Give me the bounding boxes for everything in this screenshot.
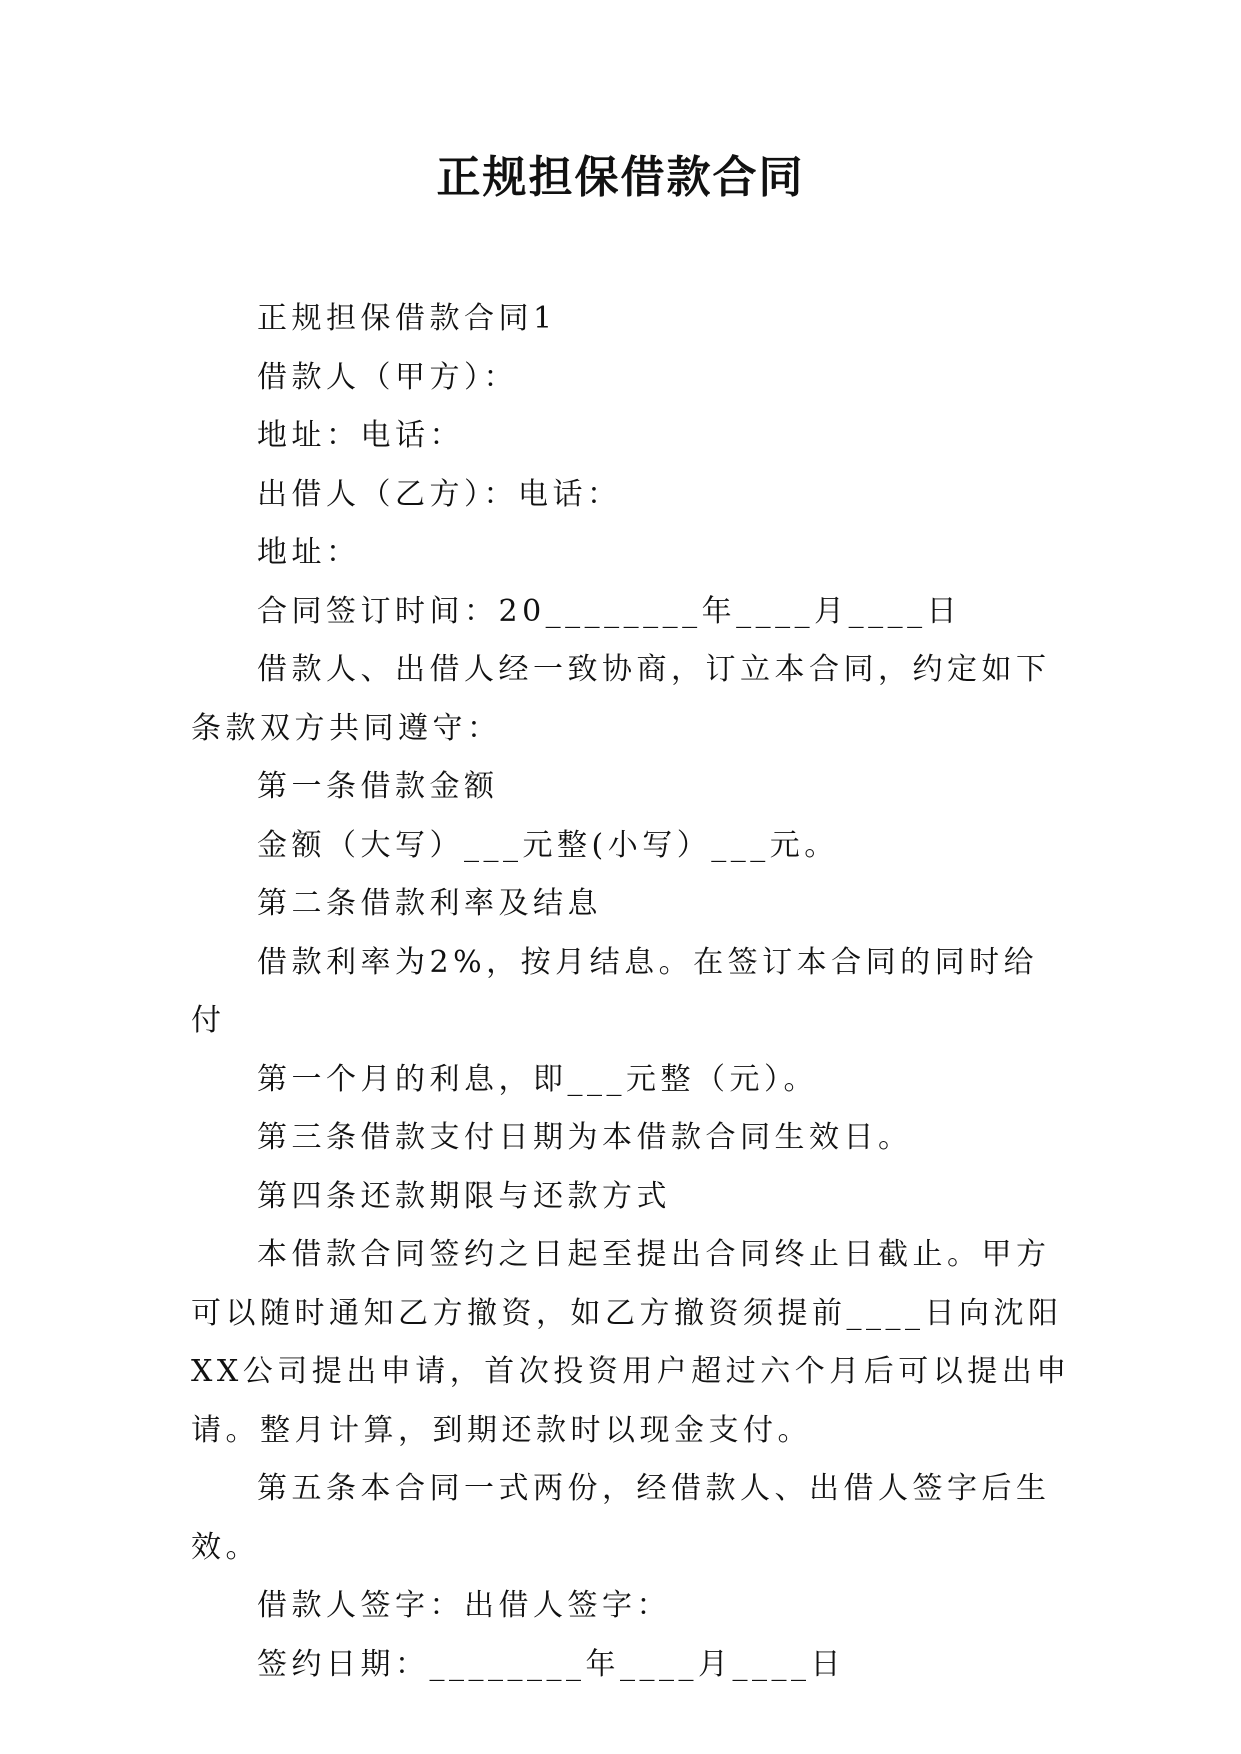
paragraph-article-4-terms: 本借款合同签约之日起至提出合同终止日截止。甲方可以随时通知乙方撤资，如乙方撤资须提前____日向沈阳XX公司提出申请，首次投资用户超过六个月后可以提出申请。整月计算，到期还款时以现金支付。 — [191, 1237, 1071, 1448]
paragraph-article-5: 第五条本合同一式两份，经借款人、出借人签字后生效。 — [191, 1471, 1051, 1565]
paragraph-borrower: 借款人（甲方）： — [257, 359, 518, 395]
paragraph-signing-time: 合同签订时间：20________年____月____日 — [257, 593, 962, 629]
paragraph-article-3: 第三条借款支付日期为本借款合同生效日。 — [257, 1120, 913, 1155]
paragraph-contract-number: 正规担保借款合同1 — [257, 301, 557, 336]
paragraph-lender-phone: 出借人（乙方）：电话： — [257, 476, 622, 512]
paragraph-preamble: 借款人、出借人经一致协商，订立本合同，约定如下条款双方共同遵守： — [191, 652, 1051, 746]
paragraph-article-2-rate: 借款利率为2%，按月结息。在签订本合同的同时给付 — [191, 944, 1039, 1038]
paragraph-article-2-heading: 第二条借款利率及结息 — [257, 886, 602, 921]
paragraph-signing-date: 签约日期：________年____月____日 — [257, 1646, 845, 1682]
document-body — [191, 290, 1071, 1694]
paragraph-article-2-first-interest: 第一个月的利息，即___元整（元）。 — [257, 1061, 818, 1097]
paragraph-article-4-heading: 第四条还款期限与还款方式 — [257, 1178, 671, 1214]
paragraph-lender-address: 地址： — [257, 535, 361, 570]
document-title: 正规担保借款合同 — [436, 152, 805, 203]
paragraph-signatures: 借款人签字：出借人签字： — [257, 1588, 671, 1623]
paragraph-article-1-heading: 第一条借款金额 — [257, 769, 499, 804]
paragraph-article-1-amount: 金额（大写）___元整(小写）___元。 — [257, 827, 839, 863]
paragraph-borrower-address-phone: 地址：电话： — [257, 418, 464, 453]
